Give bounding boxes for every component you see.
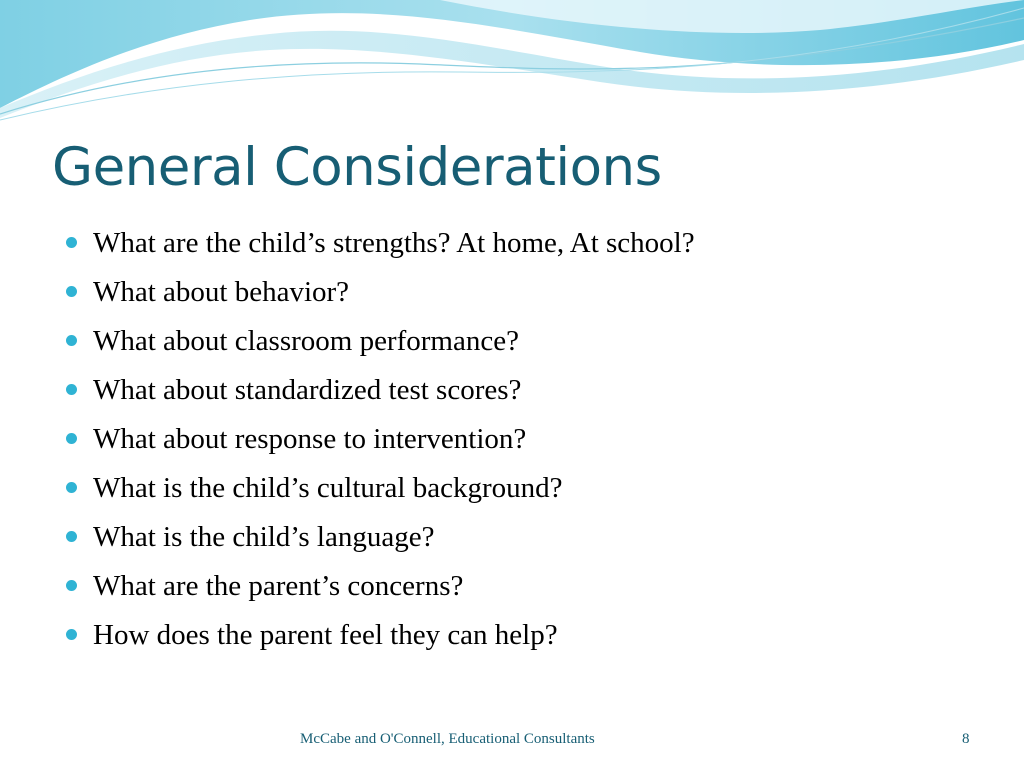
slide-title: General Considerations bbox=[52, 137, 662, 198]
bullet-text: What is the child’s cultural background? bbox=[93, 472, 563, 504]
bullet-text: What about standardized test scores? bbox=[93, 374, 522, 406]
bullet-item bbox=[66, 415, 695, 464]
bullet-text: How does the parent feel they can help? bbox=[93, 619, 558, 651]
bullet-dot-icon bbox=[66, 384, 77, 395]
bullet-item bbox=[66, 513, 695, 562]
bullet-text: What about behavior? bbox=[93, 276, 350, 308]
decorative-wave-header bbox=[0, 0, 1024, 130]
bullet-text: What is the child’s language? bbox=[93, 521, 435, 553]
page-number: 8 bbox=[962, 731, 970, 747]
bullet-dot-icon bbox=[66, 237, 77, 248]
bullet-item bbox=[66, 562, 695, 611]
bullet-item bbox=[66, 317, 695, 366]
bullet-dot-icon bbox=[66, 286, 77, 297]
bullet-text: What about response to intervention? bbox=[93, 423, 527, 455]
bullet-dot-icon bbox=[66, 531, 77, 542]
bullet-text: What about classroom performance? bbox=[93, 325, 519, 357]
bullet-item bbox=[66, 464, 695, 513]
bullet-dot-icon bbox=[66, 580, 77, 591]
bullet-item bbox=[66, 611, 695, 660]
bullet-dot-icon bbox=[66, 629, 77, 640]
bullet-dot-icon bbox=[66, 433, 77, 444]
bullet-item bbox=[66, 268, 695, 317]
bullet-item bbox=[66, 219, 695, 268]
slide-footer: McCabe and O'Connell, Educational Consultants bbox=[300, 731, 595, 747]
bullet-list bbox=[66, 219, 695, 660]
bullet-item bbox=[66, 366, 695, 415]
bullet-text: What are the parent’s concerns? bbox=[93, 570, 464, 602]
bullet-text: What are the child’s strengths? At home, At school? bbox=[93, 227, 695, 259]
bullet-dot-icon bbox=[66, 482, 77, 493]
bullet-dot-icon bbox=[66, 335, 77, 346]
